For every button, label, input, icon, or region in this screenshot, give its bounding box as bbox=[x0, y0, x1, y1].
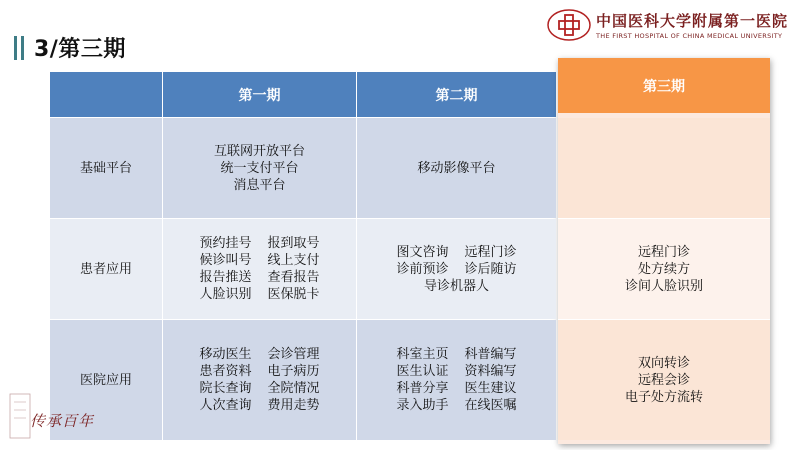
cell-hospital-phase3 bbox=[558, 320, 770, 440]
cell-item: 移动影像平台 bbox=[417, 160, 496, 176]
cell-patient-phase2 bbox=[357, 219, 556, 319]
cell-item: 报告推送 bbox=[199, 270, 252, 285]
cell-item: 移动医生 bbox=[199, 347, 252, 362]
cell-item: 双向转诊 bbox=[637, 355, 690, 371]
logo-chinese-name: 中国医科大学附属第一医院 bbox=[595, 12, 788, 30]
cell-item: 远程会诊 bbox=[637, 372, 690, 388]
cell-item: 科普分享 bbox=[396, 381, 449, 396]
cell-item: 报到取号 bbox=[267, 236, 320, 251]
phase3-divider bbox=[558, 319, 770, 320]
header-phase3: 第三期 bbox=[558, 58, 770, 113]
cell-item: 处方续方 bbox=[637, 261, 690, 277]
cell-item: 科普编写 bbox=[464, 347, 517, 362]
cell-item: 人脸识别 bbox=[199, 287, 252, 302]
cell-item: 查看报告 bbox=[267, 270, 320, 285]
cell-item: 消息平台 bbox=[233, 177, 286, 193]
hospital-cross-logo-icon bbox=[546, 8, 592, 42]
cell-item: 资料编写 bbox=[464, 364, 517, 379]
cell-item: 会诊管理 bbox=[267, 347, 320, 362]
phase3-divider bbox=[558, 218, 770, 219]
cell-item: 远程门诊 bbox=[637, 244, 690, 260]
hospital-logo bbox=[546, 8, 788, 42]
cell-item: 诊间人脸识别 bbox=[624, 278, 703, 294]
cell-item: 医生建议 bbox=[464, 381, 517, 396]
cell-item: 费用走势 bbox=[267, 398, 320, 413]
cell-item: 统一支付平台 bbox=[220, 160, 299, 176]
cell-platform-phase1 bbox=[163, 118, 356, 218]
cell-platform-phase2 bbox=[357, 118, 556, 218]
cell-item: 线上支付 bbox=[267, 253, 320, 268]
cell-item: 全院情况 bbox=[267, 381, 320, 396]
header-phase1: 第一期 bbox=[163, 72, 356, 117]
cell-item: 互联网开放平台 bbox=[213, 143, 305, 159]
cell-patient-phase3 bbox=[558, 219, 770, 319]
cell-item: 电子病历 bbox=[267, 364, 320, 379]
title-accent-bars bbox=[14, 36, 24, 60]
cell-platform-phase3 bbox=[558, 118, 770, 218]
cell-item: 医保脱卡 bbox=[267, 287, 320, 302]
row-label-patient: 患者应用 bbox=[50, 219, 162, 319]
cell-hospital-phase1 bbox=[163, 320, 356, 440]
cell-item: 图文咨询 bbox=[396, 244, 449, 260]
header-phase2: 第二期 bbox=[357, 72, 556, 117]
heritage-seal-text: 传承百年 bbox=[30, 412, 95, 430]
cell-item: 患者资料 bbox=[199, 364, 252, 379]
cell-item: 在线医嘱 bbox=[464, 398, 517, 413]
row-label-hospital: 医院应用 bbox=[50, 320, 162, 440]
cell-item: 电子处方流转 bbox=[624, 389, 703, 405]
cell-item: 院长查询 bbox=[199, 381, 252, 396]
cell-patient-phase1 bbox=[163, 219, 356, 319]
cell-item: 录入助手 bbox=[396, 398, 449, 413]
cell-item: 预约挂号 bbox=[199, 236, 252, 251]
cell-item: 医生认证 bbox=[396, 364, 449, 379]
logo-english-name: THE FIRST HOSPITAL OF CHINA MEDICAL UNIVERSITY bbox=[595, 32, 783, 40]
cell-item: 远程门诊 bbox=[464, 244, 517, 260]
row-label-platform: 基础平台 bbox=[50, 118, 162, 218]
cell-item: 人次查询 bbox=[199, 398, 252, 413]
cell-hospital-phase2 bbox=[357, 320, 556, 440]
slide-title: 3/第三期 bbox=[34, 37, 126, 62]
cell-item: 导诊机器人 bbox=[423, 278, 489, 294]
cell-item: 科室主页 bbox=[396, 347, 449, 362]
cell-item: 诊后随访 bbox=[464, 261, 517, 277]
cell-item: 候诊叫号 bbox=[199, 253, 252, 268]
slide-title-bar bbox=[14, 32, 126, 63]
header-empty-cell bbox=[50, 72, 162, 117]
cell-item: 诊前预诊 bbox=[396, 261, 449, 277]
